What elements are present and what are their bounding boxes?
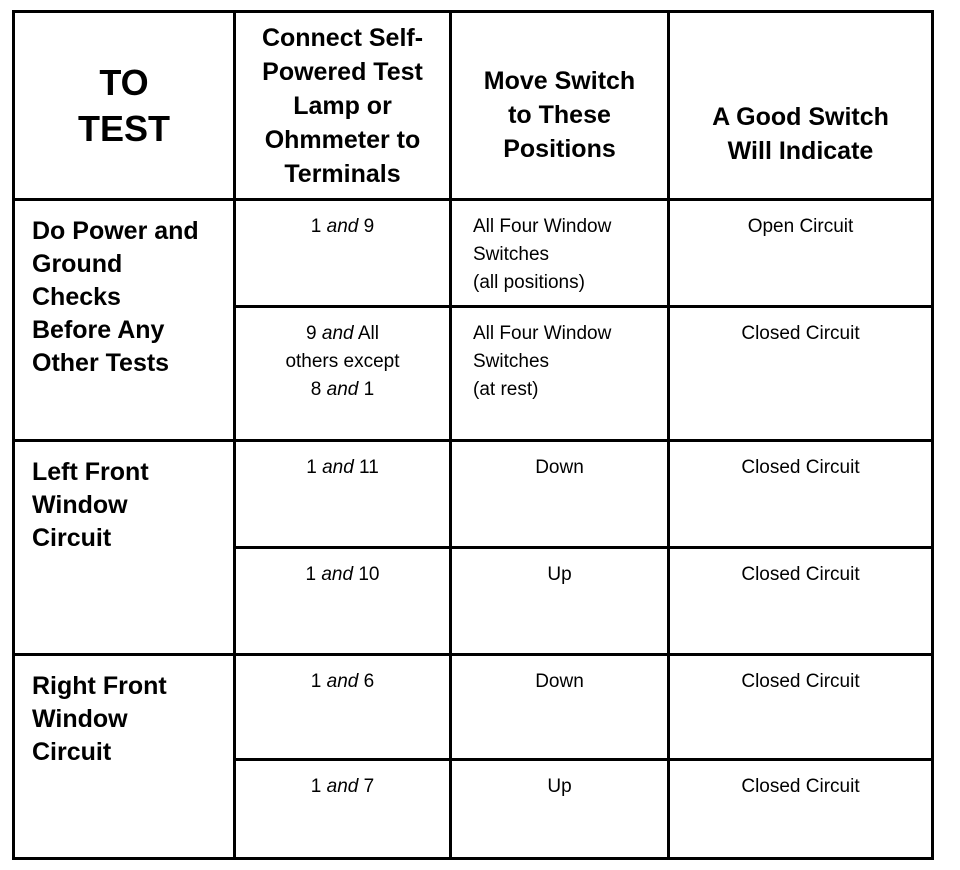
group-line: Window [32,705,128,733]
positions-cell [452,201,667,305]
result-value: Closed Circuit [741,457,860,478]
terminals-cell [236,201,449,305]
conjunction: and [326,216,359,237]
terminal-value: 1 [310,671,322,692]
terminal-value: 9 [363,216,375,237]
header-connect-terminals [236,13,449,198]
result-cell [670,442,931,546]
group-line: Circuit [32,524,112,552]
result-cell [670,656,931,758]
header-move-switch [452,13,667,198]
position-line: Switches [473,351,550,372]
result-value: Closed Circuit [741,776,860,797]
conjunction: and [326,776,359,797]
result-value: Closed Circuit [741,671,860,692]
terminals-cell [236,442,449,546]
header-line: Terminals [284,159,401,188]
position-line: Up [547,564,572,585]
result-cell [670,308,931,439]
group-label-left-front [15,442,233,653]
terminal-value: 8 [310,379,322,400]
result-cell [670,549,931,653]
positions-cell [452,442,667,546]
position-line: Switches [473,244,550,265]
header-line: TEST [77,107,170,149]
positions-cell [452,656,667,758]
header-good-switch [670,13,931,198]
terminals-cell [236,761,449,857]
terminals-cell [236,549,449,653]
group-line: Ground [32,250,123,278]
position-line: (at rest) [473,379,539,400]
header-line: A Good Switch [712,102,889,131]
group-line: Circuit [32,738,112,766]
header-line: Powered Test [262,57,423,86]
header-line: Connect Self- [261,23,424,52]
position-line: Up [547,776,572,797]
position-line: All Four Window [473,323,612,344]
terminal-value: 7 [363,776,375,797]
result-cell [670,761,931,857]
header-line: Ohmmeter to [264,125,421,154]
group-line: Left Front [32,458,149,486]
conjunction: and [321,323,354,344]
terminal-value: 10 [358,564,380,585]
group-line: Right Front [32,672,167,700]
conjunction: and [322,457,354,478]
result-value: Closed Circuit [741,564,860,585]
header-line: TO [99,61,149,103]
header-line: to These [508,100,611,129]
conjunction: and [326,671,359,692]
terminal-value: 6 [363,671,375,692]
position-line: (all positions) [473,272,585,293]
position-line: Down [535,671,584,692]
group-label-right-front [15,656,233,856]
conjunction: and [326,379,359,400]
positions-cell [452,549,667,653]
group-line: Checks [32,283,121,311]
terminal-value: 1 [306,457,317,478]
result-value: Closed Circuit [741,323,860,344]
header-line: Move Switch [483,66,636,95]
header-line: Lamp or [293,91,392,120]
test-table [12,10,934,860]
header-line: Positions [503,134,616,163]
header-line: Will Indicate [727,136,874,165]
terminal-value: 1 [363,379,375,400]
terminal-value: 1 [310,216,322,237]
terminals-cell [236,308,449,439]
conjunction: and [321,564,354,585]
terminal-value: others except [285,351,400,372]
group-label-power-ground [15,201,233,439]
position-line: Down [535,457,584,478]
terminal-value: 9 [306,323,317,344]
group-line: Before Any [32,316,165,344]
terminal-value: 1 [310,776,322,797]
result-cell [670,201,931,305]
terminals-cell [236,656,449,758]
terminal-value: 1 [305,564,317,585]
terminal-value: 11 [359,457,379,478]
positions-cell [452,308,667,439]
group-line: Do Power and [32,217,199,245]
position-line: All Four Window [473,216,612,237]
positions-cell [452,761,667,857]
terminal-value: All [357,323,379,344]
group-line: Window [32,491,128,519]
result-value: Open Circuit [747,216,854,237]
header-to-test [15,13,233,198]
group-line: Other Tests [32,349,170,377]
